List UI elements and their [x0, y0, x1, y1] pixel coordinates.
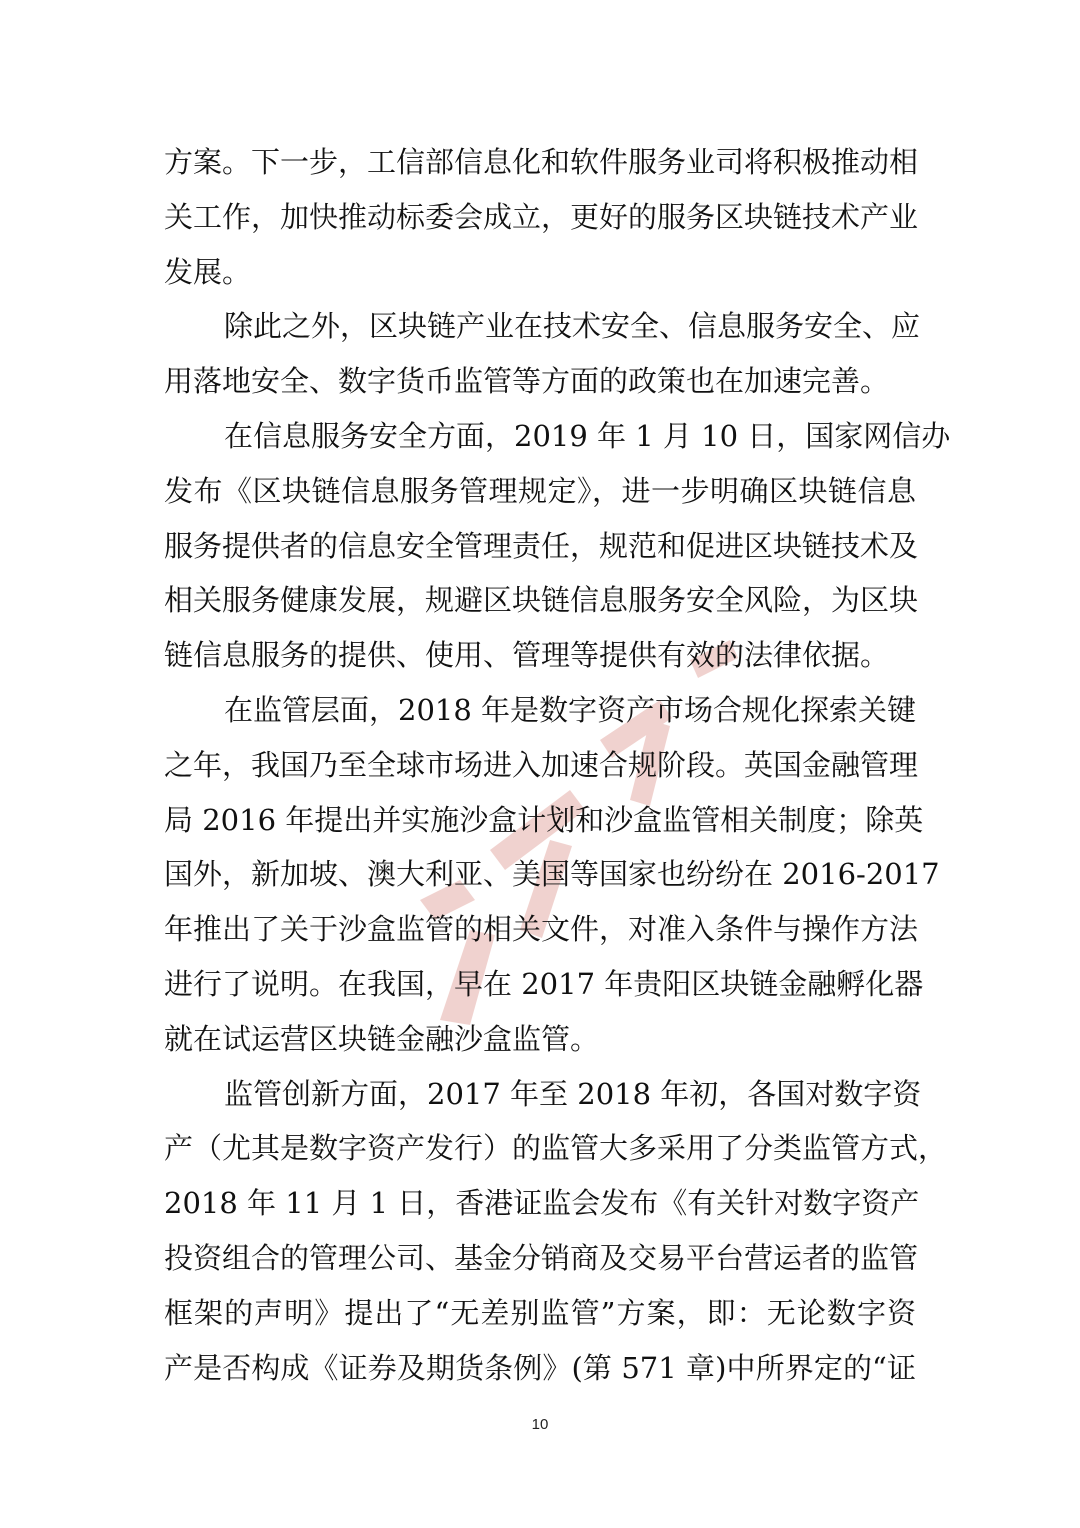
text-line: 用落地安全、数字货币监管等方面的政策也在加速完善。 [164, 364, 890, 399]
text-line: 在监管层面，2018 年是数字资产市场合规化探索关键 [224, 692, 917, 727]
text-line: 监管创新方面，2017 年至 2018 年初，各国对数字资 [224, 1076, 922, 1111]
text-line: 产是否构成《证券及期货条例》(第 571 章)中所界定的“证 [164, 1350, 916, 1385]
text-line: 年推出了关于沙盒监管的相关文件，对准入条件与操作方法 [164, 912, 919, 947]
text-line: 产（尤其是数字资产发行）的监管大多采用了分类监管方式， [164, 1131, 948, 1166]
text-line: 关工作，加快推动标委会成立，更好的服务区块链技术产业 [164, 199, 919, 234]
text-line: 国外，新加坡、澳大利亚、美国等国家也纷纷在 2016-2017 [164, 857, 940, 892]
text-line: 相关服务健康发展，规避区块链信息服务安全风险，为区块 [164, 583, 919, 618]
text-line: 发展。 [164, 254, 252, 289]
page-number: 10 [531, 1416, 549, 1433]
text-line: 除此之外，区块链产业在技术安全、信息服务安全、应 [224, 309, 921, 344]
text-line: 框架的声明》提出了“无差别监管”方案，即：无论数字资 [164, 1295, 916, 1330]
text-line: 方案。下一步，工信部信息化和软件服务业司将积极推动相 [164, 145, 919, 179]
text-line: 在信息服务安全方面，2019 年 1 月 10 日，国家网信办 [224, 418, 951, 453]
text-line: 2018 年 11 月 1 日，香港证监会发布《有关针对数字资产 [164, 1186, 920, 1221]
text-line: 投资组合的管理公司、基金分销商及交易平台营运者的监管 [164, 1240, 919, 1275]
text-line: 链信息服务的提供、使用、管理等提供有效的法律依据。 [164, 638, 890, 673]
text-line: 发布《区块链信息服务管理规定》，进一步明确区块链信息 [164, 473, 916, 508]
text-line: 局 2016 年提出并实施沙盒计划和沙盒监管相关制度；除英 [164, 802, 924, 837]
text-line: 服务提供者的信息安全管理责任，规范和促进区块链技术及 [164, 528, 919, 563]
text-line: 就在试运营区块链金融沙盒监管。 [164, 1021, 600, 1056]
text-line: 之年，我国乃至全球市场进入加速合规阶段。英国金融管理 [164, 747, 919, 782]
body-text [164, 135, 951, 1395]
text-line: 进行了说明。在我国，早在 2017 年贵阳区块链金融孵化器 [164, 966, 924, 1001]
